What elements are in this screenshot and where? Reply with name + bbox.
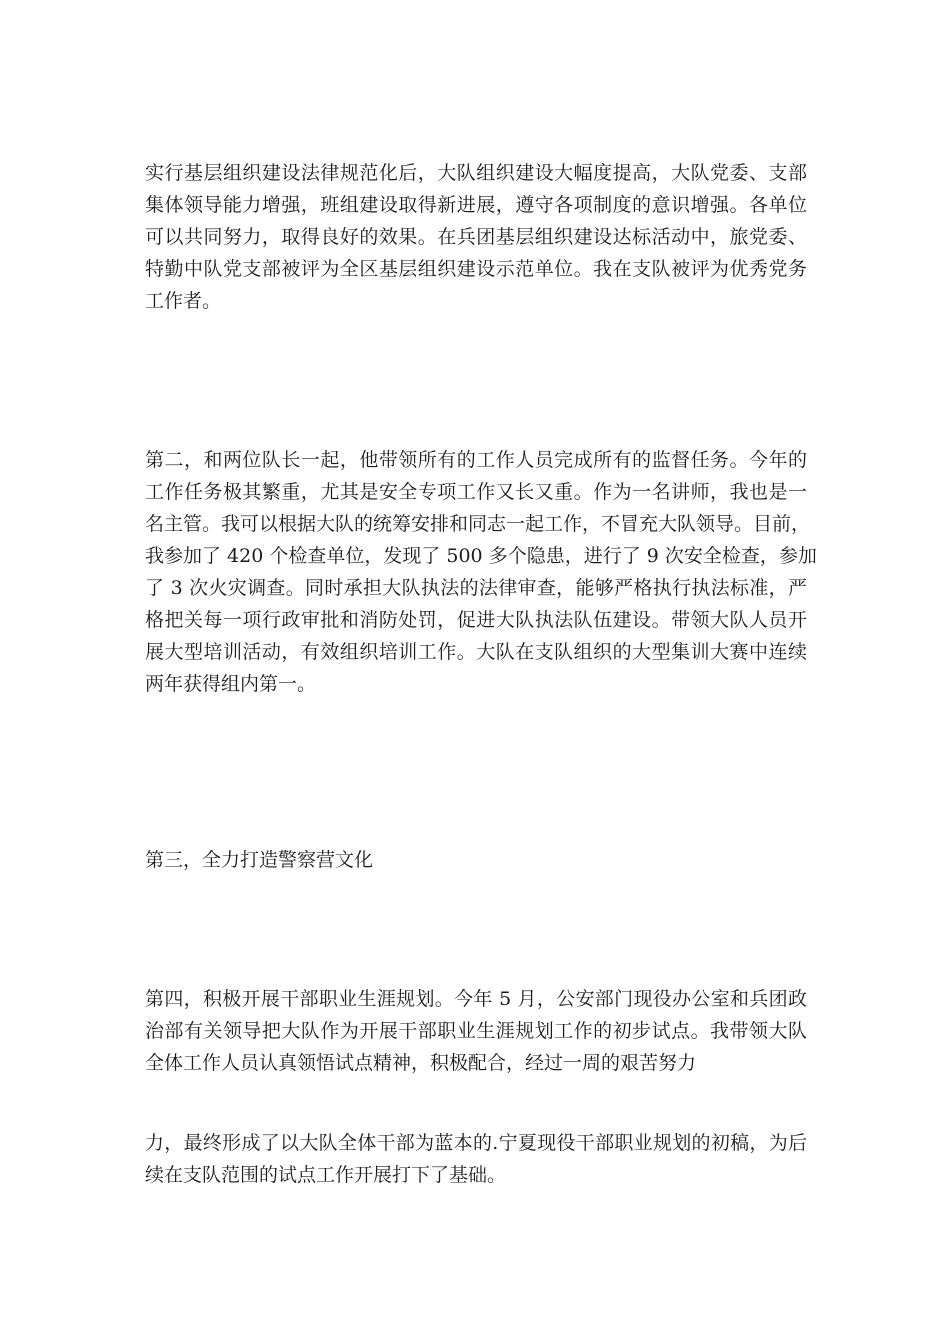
text-line: 格把关每一项行政审批和消防处罚，促进大队执法队伍建设。带领大队人员开 <box>145 609 807 631</box>
text-line: 名主管。我可以根据大队的统筹安排和同志一起工作，不冒充大队领导。目前， <box>145 513 811 535</box>
text-line: 第四，积极开展干部职业生涯规划。今年 5 月，公安部门现役办公室和兵团政 <box>145 988 807 1010</box>
text-line: 展大型培训活动，有效组织培训工作。大队在支队组织的大型集训大赛中连续 <box>145 641 807 663</box>
paragraph-third-point <box>145 844 807 876</box>
text-line: 了 3 次火灾调查。同时承担大队执法的法律审查，能够严格执行执法标准，严 <box>145 577 807 599</box>
paragraph-organization-building <box>145 157 807 317</box>
text-line: 力，最终形成了以大队全体干部为蓝本的.宁夏现役干部职业规划的初稿，为后 <box>145 1132 807 1154</box>
text-line: 两年获得组内第一。 <box>145 673 317 695</box>
text-line: 工作任务极其繁重，尤其是安全专项工作又长又重。作为一名讲师，我也是一 <box>145 481 807 503</box>
paragraph-continuation <box>145 1127 807 1191</box>
text-line: 治部有关领导把大队作为开展干部职业生涯规划工作的初步试点。我带领大队 <box>145 1020 807 1042</box>
text-line: 续在支队范围的试点工作开展打下了基础。 <box>145 1164 507 1186</box>
text-line: 可以共同努力，取得良好的效果。在兵团基层组织建设达标活动中，旅党委、 <box>145 226 807 248</box>
text-line: 全体工作人员认真领悟试点精神，积极配合，经过一周的艰苦努力 <box>145 1052 697 1074</box>
paragraph-second-point <box>145 444 817 700</box>
paragraph-fourth-point <box>145 983 807 1079</box>
text-line: 实行基层组织建设法律规范化后，大队组织建设大幅度提高，大队党委、支部 <box>145 162 807 184</box>
text-line: 第二，和两位队长一起，他带领所有的工作人员完成所有的监督任务。今年的 <box>145 449 807 471</box>
text-line: 集体领导能力增强，班组建设取得新进展，遵守各项制度的意识增强。各单位 <box>145 194 807 216</box>
text-line: 我参加了 420 个检查单位，发现了 500 多个隐患，进行了 9 次安全检查，参加 <box>145 545 817 567</box>
text-line: 特勤中队党支部被评为全区基层组织建设示范单位。我在支队被评为优秀党务 <box>145 258 807 280</box>
text-line: 第三，全力打造警察营文化 <box>145 849 374 871</box>
text-line: 工作者。 <box>145 290 222 312</box>
